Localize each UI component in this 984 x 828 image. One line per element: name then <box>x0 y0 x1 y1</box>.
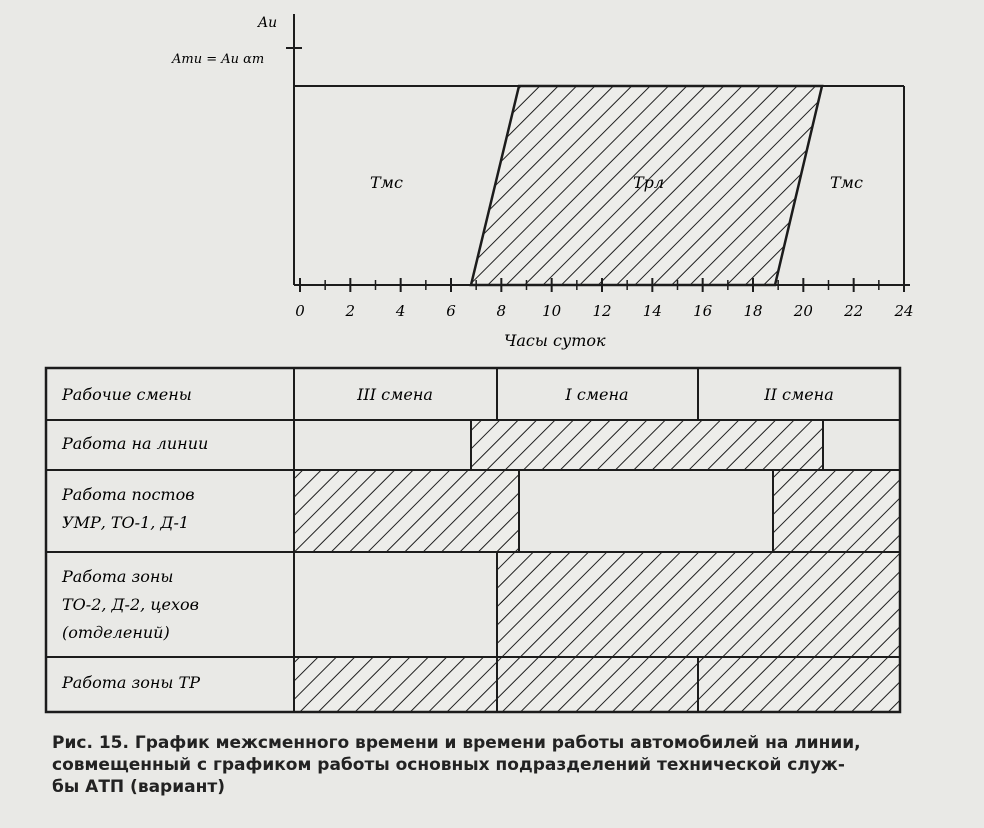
bar-tr-zone-shift-3 <box>294 657 497 712</box>
caption-line-1: Рис. 15. График межсменного времени и времени работы автомобилей на линии, <box>52 733 861 753</box>
x-tick-label: 24 <box>894 302 914 320</box>
bar-posts-night <box>294 470 519 552</box>
x-tick-label: 0 <box>295 302 305 320</box>
shift-label-1: I смена <box>565 385 629 404</box>
x-tick-label: 10 <box>542 302 562 320</box>
bar-line-work <box>471 420 823 470</box>
bar-to2-zone <box>497 552 900 657</box>
shift-label-3: III смена <box>357 385 433 404</box>
x-tick-label: 14 <box>642 302 662 320</box>
x-tick-label: 20 <box>793 302 813 320</box>
row-label-to2-1: Работа зоны <box>62 567 174 586</box>
x-tick-label: 6 <box>446 302 456 320</box>
bar-posts-evening <box>773 470 900 552</box>
region-label-left: Тмс <box>370 173 403 192</box>
shift-table <box>46 368 900 712</box>
row-label-line-work: Работа на линии <box>62 434 209 453</box>
x-tick-label: 2 <box>345 302 356 320</box>
row-label-to2-2: ТО-2, Д-2, цехов <box>62 595 199 614</box>
time-chart <box>171 14 914 350</box>
x-tick-label: 22 <box>844 302 864 320</box>
x-tick-label: 8 <box>496 302 507 320</box>
figure-caption <box>52 732 972 798</box>
caption-line-3: бы АТП (вариант) <box>52 777 225 797</box>
x-tick-label: 12 <box>592 302 612 320</box>
caption-line-2: совмещенный с графиком работы основных подразделений технической служ- <box>52 755 845 775</box>
x-tick-label: 16 <box>693 302 713 320</box>
x-axis-label: Часы суток <box>504 331 606 350</box>
row-label-tr-zone: Работа зоны ТР <box>62 673 200 692</box>
shift-label-2: II смена <box>764 385 834 404</box>
row-label-posts-1: Работа постов <box>62 485 195 504</box>
region-label-right: Тмс <box>830 173 863 192</box>
x-tick-label: 18 <box>743 302 763 320</box>
row-label-posts-2: УМР, ТО-1, Д-1 <box>62 513 190 532</box>
bar-tr-zone-shift-2 <box>698 657 900 712</box>
y-axis-label-top: Aи <box>258 15 278 31</box>
header-label: Рабочие смены <box>62 385 192 404</box>
x-tick-label: 4 <box>395 302 406 320</box>
row-label-to2-3: (отделений) <box>62 623 170 642</box>
bar-tr-zone-shift-1 <box>497 657 698 712</box>
region-label-middle: Трл <box>633 173 665 192</box>
y-axis-label-eq: Aти = Aи αт <box>172 52 265 67</box>
